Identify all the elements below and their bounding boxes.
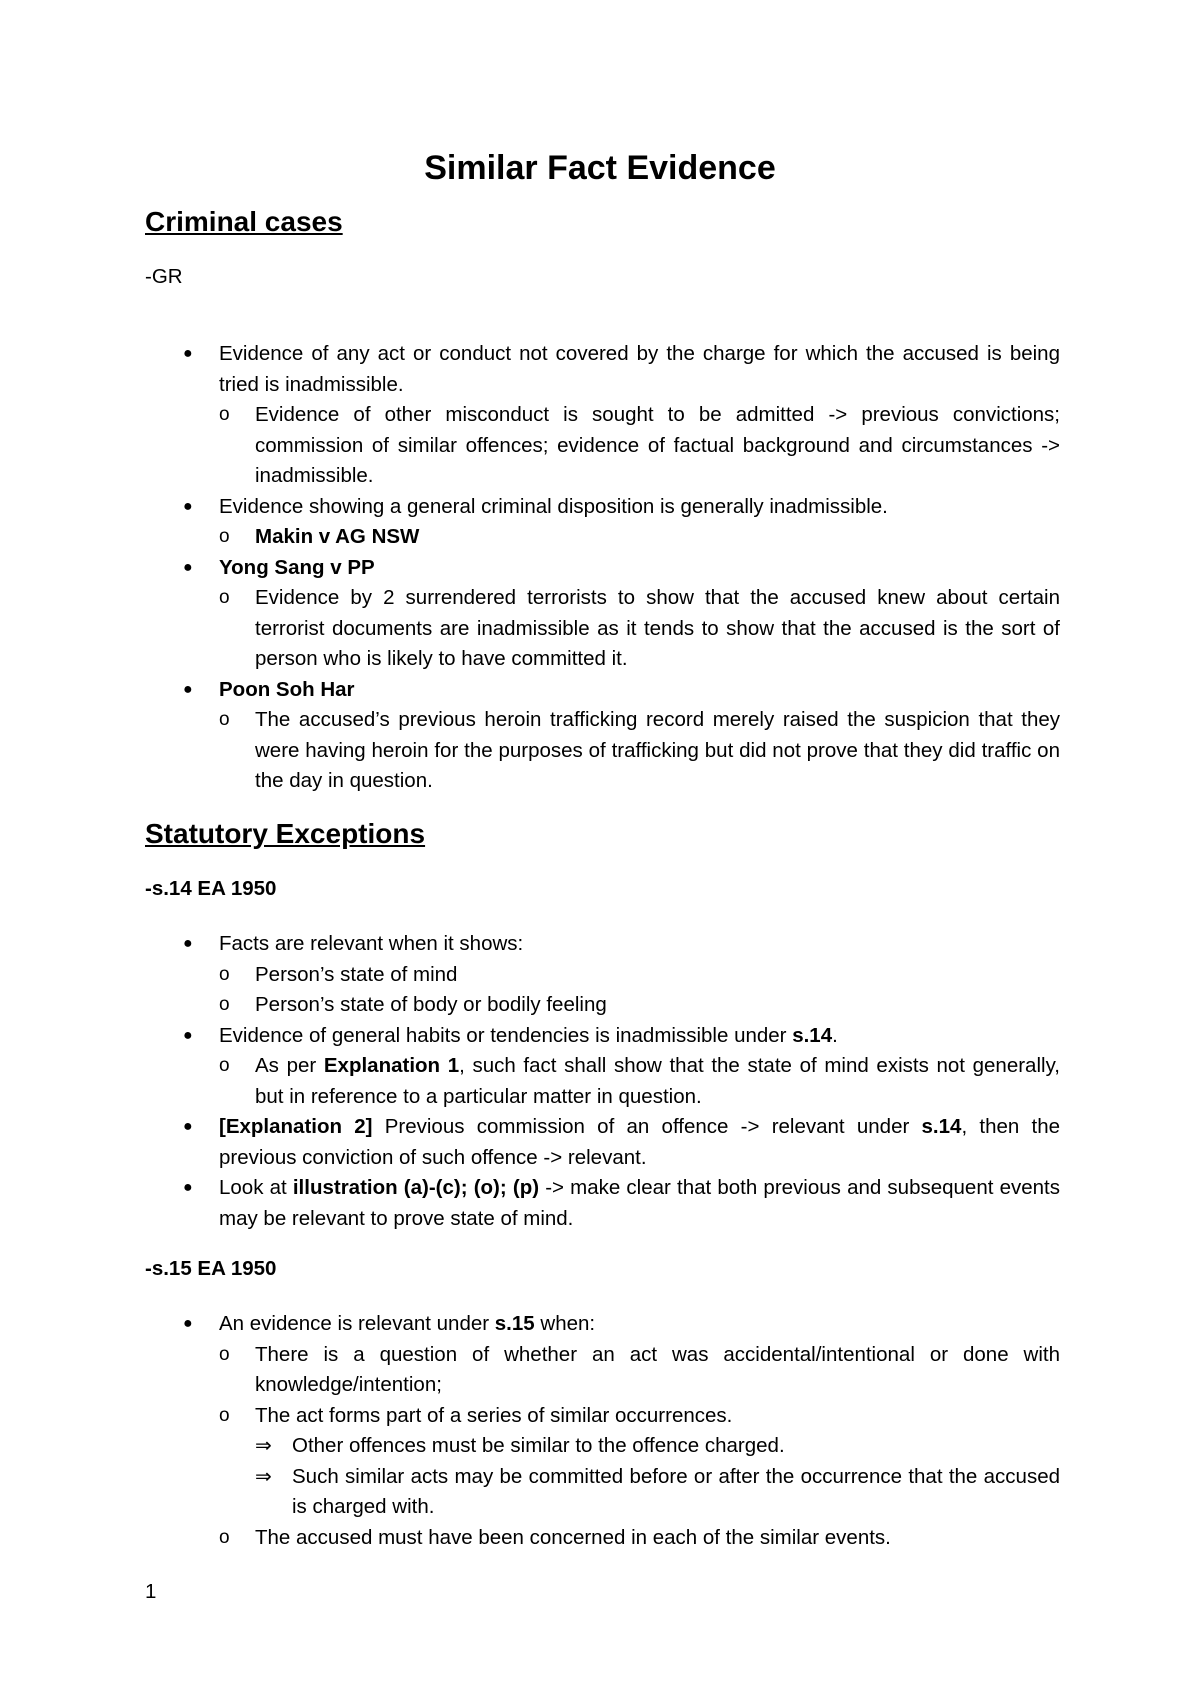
bullet-marker: ● [183, 345, 193, 362]
s14-list [145, 929, 1060, 1234]
section-heading-criminal-cases: Criminal cases [145, 206, 343, 237]
s14-label: -s.14 EA 1950 [145, 877, 277, 900]
illustration-reference: illustration (a)-(c); (o); (p) [292, 1176, 540, 1199]
arrow-marker: ⇒ [255, 1435, 272, 1457]
bullet-marker: ● [183, 1179, 193, 1196]
circle-marker: o [219, 709, 230, 730]
bullet-marker: ● [183, 1026, 193, 1044]
explanation-reference: [Explanation 2] [219, 1115, 373, 1138]
list-item: o Person’s state of body or bodily feeling [145, 990, 1060, 1021]
list-item: ● Facts are relevant when it shows: [145, 929, 1060, 960]
list-item: o There is a question of whether an act was accidental/intentional or done with knowledge/intention; [145, 1340, 1060, 1401]
criminal-cases-list [145, 339, 1060, 797]
list-item: o The act forms part of a series of similar occurrences. [145, 1401, 1060, 1432]
bullet-marker: ● [183, 497, 193, 515]
list-item: ● Evidence of any act or conduct not covered by the charge for which the accused is being tried is inadmissible. [145, 339, 1060, 400]
section-reference: s.14 [792, 1023, 833, 1047]
case-name: Makin v AG NSW [255, 525, 420, 548]
page-number: 1 [145, 1580, 157, 1603]
list-item: o Evidence by 2 surrendered terrorists to show that the accused knew about certain terrorist documents are inadmissible as it tends to show that the accused is the sort of person who is likely to have committed it. [145, 583, 1060, 675]
bullet-marker: ● [183, 1118, 193, 1135]
arrow-marker: ⇒ [255, 1465, 272, 1488]
list-item: ● Look at illustration (a)-(c); (o); (p) -> make clear that both previous and subsequent events may be relevant to prove state of mind. [145, 1173, 1060, 1234]
list-item: o The accused’s previous heroin trafficking record merely raised the suspicion that they were having heroin for the purposes of trafficking but did not prove that they did traffic on the day in question. [145, 705, 1060, 797]
section-heading-statutory-exceptions: Statutory Exceptions [145, 818, 426, 849]
list-item [145, 675, 1060, 706]
s15-list [145, 1309, 1060, 1553]
section-reference: s.14 [921, 1115, 962, 1138]
case-name: Yong Sang v PP [219, 555, 375, 579]
list-item [145, 522, 1060, 553]
list-item: ● [Explanation 2] Previous commission of an offence -> relevant under s.14, then the previous conviction of such offence -> relevant. [145, 1112, 1060, 1173]
bullet-marker: ● [183, 935, 193, 952]
list-item: ⇒ Other offences must be similar to the offence charged. [145, 1431, 1060, 1462]
circle-marker: o [219, 587, 230, 608]
list-item: ● Evidence showing a general criminal disposition is generally inadmissible. [145, 492, 1060, 523]
explanation-reference: Explanation 1 [323, 1054, 460, 1077]
bullet-marker: ● [183, 558, 193, 576]
bullet-marker: ● [183, 1315, 193, 1332]
s15-label: -s.15 EA 1950 [145, 1257, 277, 1280]
list-item: o Evidence of other misconduct is sought to be admitted -> previous convictions; commission of similar offences; evidence of factual background and circumstances -> inadmissible. [145, 400, 1060, 492]
page-title: Similar Fact Evidence [424, 149, 776, 187]
list-item [145, 553, 1060, 584]
circle-marker: o [219, 526, 230, 547]
list-item: ● Evidence of general habits or tendencies is inadmissible under s.14. [145, 1021, 1060, 1052]
circle-marker: o [219, 404, 230, 425]
gr-label: -GR [145, 265, 183, 288]
circle-marker: o [219, 1343, 230, 1365]
case-name: Poon Soh Har [219, 677, 355, 701]
section-reference: s.15 [494, 1312, 535, 1335]
bullet-marker: ● [183, 680, 193, 698]
circle-marker: o [219, 1404, 230, 1426]
circle-marker: o [219, 1055, 230, 1076]
circle-marker: o [219, 963, 230, 985]
list-item: ● An evidence is relevant under s.15 when: [145, 1309, 1060, 1340]
circle-marker: o [219, 994, 230, 1015]
circle-marker: o [219, 1526, 230, 1548]
list-item: o Person’s state of mind [145, 960, 1060, 991]
list-item: ⇒ Such similar acts may be committed before or after the occurrence that the accused is charged with. [145, 1462, 1060, 1523]
list-item: o The accused must have been concerned in each of the similar events. [145, 1523, 1060, 1554]
list-item: o As per Explanation 1, such fact shall show that the state of mind exists not generally, but in reference to a particular matter in question. [145, 1051, 1060, 1112]
